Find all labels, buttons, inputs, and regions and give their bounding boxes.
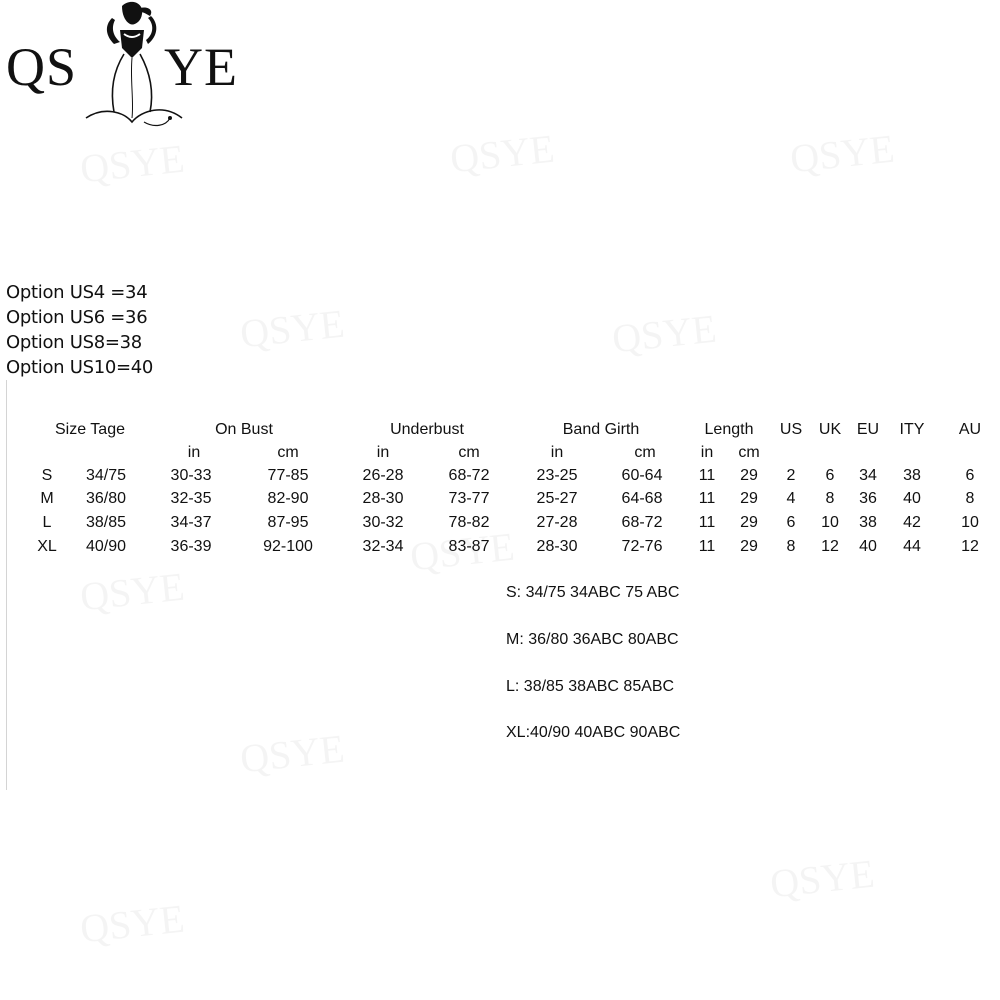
row-eu: 38 xyxy=(859,514,877,531)
row-band-cm: 68-72 xyxy=(621,514,663,531)
cup-size-note: L: 38/85 38ABC 85ABC xyxy=(506,678,675,695)
row-len-cm: 29 xyxy=(740,538,758,555)
row-au: 6 xyxy=(965,467,975,484)
cup-size-note: XL:40/90 40ABC 90ABC xyxy=(506,724,681,741)
unit-label: in xyxy=(550,444,564,461)
row-under-in: 26-28 xyxy=(362,467,404,484)
row-under-cm: 73-77 xyxy=(448,490,490,507)
row-band-in: 25-27 xyxy=(536,490,578,507)
unit-label: cm xyxy=(634,444,656,461)
row-bust-in: 34-37 xyxy=(170,514,212,531)
row-eu: 36 xyxy=(859,490,877,507)
row-band-cm: 60-64 xyxy=(621,467,663,484)
header-size-tage: Size Tage xyxy=(55,421,125,438)
row-under-in: 30-32 xyxy=(362,514,404,531)
cup-size-note: M: 36/80 36ABC 80ABC xyxy=(506,631,679,648)
row-au: 8 xyxy=(965,490,975,507)
row-tage: 36/80 xyxy=(85,490,127,507)
row-size: XL xyxy=(37,538,57,555)
row-under-in: 28-30 xyxy=(362,490,404,507)
row-size: M xyxy=(40,490,54,507)
row-size: L xyxy=(42,514,52,531)
header-eu: EU xyxy=(856,421,880,438)
row-len-cm: 29 xyxy=(740,490,758,507)
row-size: S xyxy=(41,467,53,484)
row-band-in: 28-30 xyxy=(536,538,578,555)
row-tage: 34/75 xyxy=(85,467,127,484)
row-len-cm: 29 xyxy=(740,467,758,484)
unit-label: in xyxy=(700,444,714,461)
header-underbust: Underbust xyxy=(390,421,464,438)
row-bust-in: 32-35 xyxy=(170,490,212,507)
option-line: Option US4 =34 xyxy=(6,282,148,303)
row-len-cm: 29 xyxy=(740,514,758,531)
unit-label: cm xyxy=(458,444,480,461)
row-ity: 44 xyxy=(903,538,921,555)
row-uk: 10 xyxy=(821,514,839,531)
header-on-bust: On Bust xyxy=(215,421,273,438)
row-tage: 40/90 xyxy=(85,538,127,555)
row-bust-in: 36-39 xyxy=(170,538,212,555)
row-len-in: 11 xyxy=(698,514,716,531)
unit-label: in xyxy=(187,444,201,461)
row-len-in: 11 xyxy=(698,490,716,507)
row-band-in: 27-28 xyxy=(536,514,578,531)
row-bust-cm: 92-100 xyxy=(263,538,313,555)
option-line: Option US10=40 xyxy=(6,357,154,378)
header-ity: ITY xyxy=(899,421,925,438)
logo-text-left: QS xyxy=(6,37,78,97)
row-ity: 40 xyxy=(903,490,921,507)
row-eu: 34 xyxy=(859,467,877,484)
header-au: AU xyxy=(958,421,982,438)
row-bust-cm: 77-85 xyxy=(267,467,309,484)
header-uk: UK xyxy=(818,421,842,438)
header-us: US xyxy=(779,421,803,438)
row-ity: 38 xyxy=(903,467,921,484)
unit-label: cm xyxy=(277,444,299,461)
row-bust-in: 30-33 xyxy=(170,467,212,484)
row-uk: 8 xyxy=(825,490,835,507)
logo-text-right: YE xyxy=(164,37,238,97)
row-ity: 42 xyxy=(903,514,921,531)
row-len-in: 11 xyxy=(698,538,716,555)
header-band-girth: Band Girth xyxy=(562,421,640,438)
row-uk: 12 xyxy=(821,538,839,555)
row-au: 10 xyxy=(961,514,979,531)
row-band-cm: 72-76 xyxy=(621,538,663,555)
row-eu: 40 xyxy=(859,538,877,555)
row-band-cm: 64-68 xyxy=(621,490,663,507)
row-us: 6 xyxy=(786,514,796,531)
row-bust-cm: 82-90 xyxy=(267,490,309,507)
row-us: 4 xyxy=(786,490,796,507)
row-bust-cm: 87-95 xyxy=(267,514,309,531)
row-under-in: 32-34 xyxy=(362,538,404,555)
cup-size-note: S: 34/75 34ABC 75 ABC xyxy=(506,584,680,601)
row-under-cm: 78-82 xyxy=(448,514,490,531)
header-length: Length xyxy=(704,421,754,438)
unit-label: cm xyxy=(738,444,760,461)
row-under-cm: 83-87 xyxy=(448,538,490,555)
row-us: 2 xyxy=(786,467,796,484)
option-line: Option US8=38 xyxy=(6,332,142,353)
row-band-in: 23-25 xyxy=(536,467,578,484)
row-tage: 38/85 xyxy=(85,514,127,531)
row-uk: 6 xyxy=(825,467,835,484)
option-line: Option US6 =36 xyxy=(6,307,148,328)
row-au: 12 xyxy=(961,538,979,555)
row-us: 8 xyxy=(786,538,796,555)
row-under-cm: 68-72 xyxy=(448,467,490,484)
row-len-in: 11 xyxy=(698,467,716,484)
unit-label: in xyxy=(376,444,390,461)
